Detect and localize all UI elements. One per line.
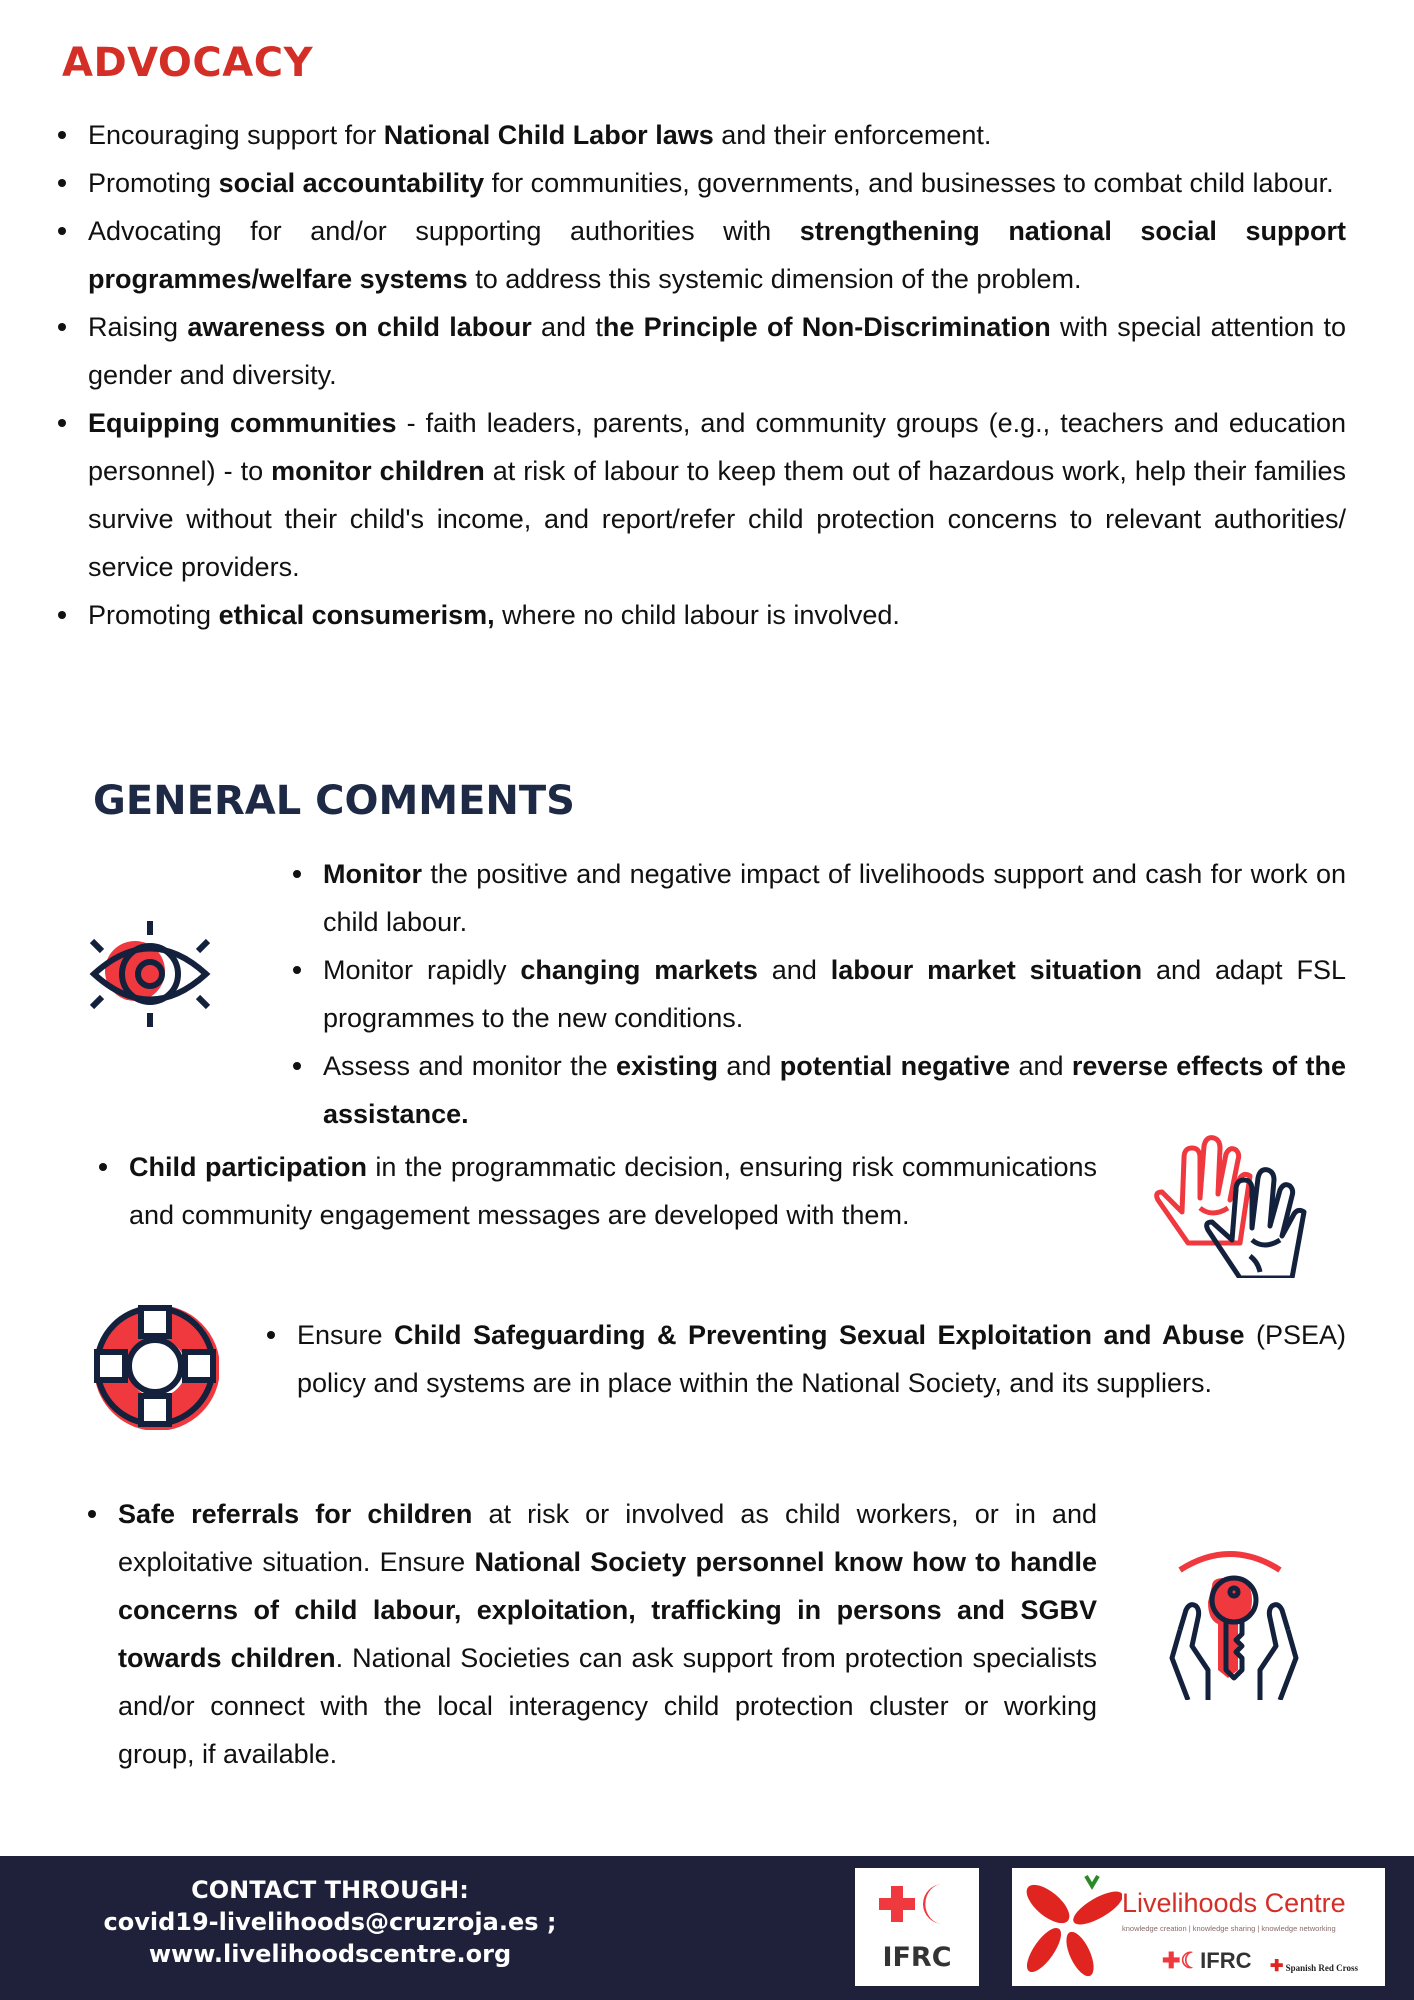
text: Encouraging support for [88,120,384,150]
text: Raising [88,312,188,342]
text: where no child labour is involved. [494,600,900,630]
ifrc-logo [855,1868,979,1986]
bold-text: monitor children [271,456,485,486]
list-item [88,111,1346,159]
bold-text: ethical consumerism, [218,600,495,630]
text: the positive and negative impact of livelihoods support and cash for work on child labour. [323,859,1346,937]
livelihoods-centre-tagline: knowledge creation | knowledge sharing | knowledge networking [1122,1924,1336,1933]
bold-text: labour market situation [830,955,1143,985]
lifebuoy-icon [93,1304,219,1430]
text: (PSEA) policy and systems are in place within the National Society, and its suppliers. [297,1320,1346,1398]
monitor-list [323,850,1346,1138]
list-item [323,946,1346,1042]
general-comments-heading: GENERAL COMMENTS [93,778,575,824]
text: and [1010,1051,1072,1081]
text: with special attention to gender and diversity. [88,312,1346,390]
bold-text: National Society personnel know how to handle concerns of child labour, exploitation, trafficking in persons and SGBV towards children [118,1547,1097,1673]
ifrc-text: IFRC [882,1942,952,1973]
text: at risk of labour to keep them out of hazardous work, help their families survive without their child's income, and report/refer child protection concerns to relevant authorities/ service providers. [88,456,1346,582]
bold-text: Monitor [323,859,422,889]
list-item [88,303,1346,399]
safeguarding-list [297,1311,1346,1407]
contact-email[interactable]: covid19-livelihoods@cruzroja.es ; [103,1908,557,1936]
text: in the programmatic decision, ensuring risk communications and community engagement messages are developed with them. [129,1152,1097,1230]
advocacy-list [88,111,1346,639]
advocacy-heading: ADVOCACY [62,40,314,86]
referral-list [118,1490,1097,1778]
list-item [118,1490,1097,1778]
bold-text: changing markets [520,955,758,985]
red-cross-icon: ✚ [1270,1958,1284,1975]
list-item [129,1143,1097,1239]
text: and t [531,312,603,342]
small-cross-crescent-icon: ✚☾ [1162,1948,1201,1973]
footer [0,1856,1414,2000]
bold-text: Safe referrals for children [118,1499,473,1529]
list-item [88,399,1346,591]
bold-text: existing [615,1051,719,1081]
text: Advocating for and/or supporting authorities with [88,216,800,246]
bold-text: awareness on child labour [187,312,532,342]
text: and [718,1051,780,1081]
text: at risk or involved as child workers, or in and exploitative situation. Ensure [118,1499,1097,1577]
text: and their enforcement. [713,120,992,150]
spanish-red-cross: ✚ Spanish Red Cross [1270,1958,1359,1975]
bold-text: Child Safeguarding & Preventing Sexual Exploitation and Abuse [394,1320,1245,1350]
list-item [88,159,1346,207]
text: Monitor rapidly [323,955,521,985]
lc-ifrc-text: ✚☾IFRC [1162,1948,1252,1973]
red-cross-crescent-icon [855,1868,979,1986]
bold-text: Child participation [129,1152,367,1182]
eye-icon [78,913,222,1041]
text: Assess and monitor the [323,1051,616,1081]
text: and adapt FSL programmes to the new conditions. [323,955,1346,1033]
list-item [323,850,1346,946]
text: for communities, governments, and businesses to combat child labour. [484,168,1334,198]
list-item [323,1042,1346,1138]
key-in-hands-icon [1142,1540,1312,1700]
livelihoods-flower-icon [1018,1872,1122,1982]
bold-text: strengthening national social support programmes/welfare systems [88,216,1346,294]
text: and [757,955,831,985]
list-item [297,1311,1346,1407]
text: to address this systemic dimension of the problem. [467,264,1082,294]
list-item [88,207,1346,303]
contact-block [90,1874,570,1970]
text: Promoting [88,168,219,198]
text: . National Societies can ask support from protection specialists and/or connect with the local interagency child protection cluster or working group, if available. [118,1643,1097,1769]
participation-list [129,1143,1097,1239]
contact-website[interactable]: www.livelihoodscentre.org [148,1940,512,1968]
list-item [88,591,1346,639]
bold-text: social accountability [218,168,485,198]
raised-hands-icon [1140,1128,1320,1278]
bold-text: National Child Labor laws [383,120,714,150]
text: - faith leaders, parents, and community groups (e.g., teachers and education personnel) - to [88,408,1346,486]
bold-text: reverse effects of the assistance. [323,1051,1346,1129]
bold-text: Equipping communities [88,408,397,438]
bold-text: he Principle of Non-Discrimination [602,312,1051,342]
text: Promoting [88,600,219,630]
contact-label: CONTACT THROUGH: [191,1876,469,1904]
livelihoods-centre-title: Livelihoods Centre [1122,1888,1346,1918]
bold-text: potential negative [779,1051,1011,1081]
text: Ensure [297,1320,395,1350]
livelihoods-centre-logo [1012,1868,1385,1986]
